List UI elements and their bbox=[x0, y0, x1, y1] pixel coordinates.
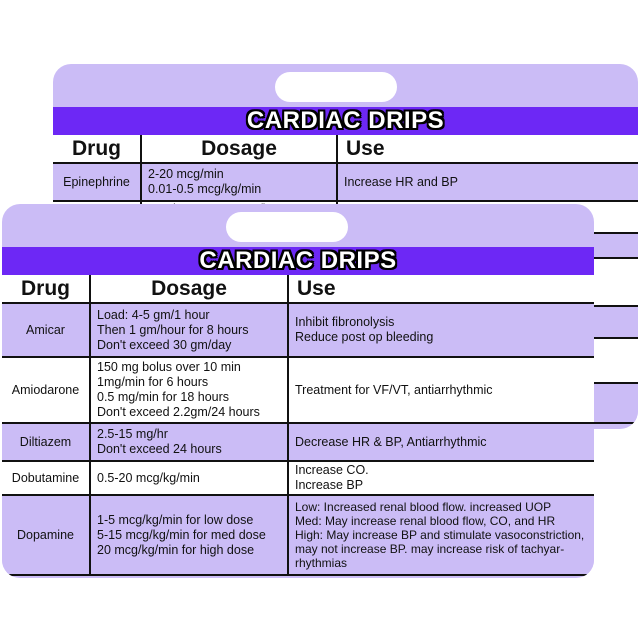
front-badge-card bbox=[2, 204, 594, 578]
card-title: CARDIAC DRIPS bbox=[199, 247, 397, 274]
drug-name: Diltiazem bbox=[2, 423, 90, 461]
use-line: may not increase BP. may increase risk of tachyar- bbox=[295, 542, 565, 556]
dosage-cell bbox=[90, 423, 288, 461]
dosage-line: 0.5-20 mcg/kg/min bbox=[97, 470, 200, 485]
use-line: High: May increase BP and stimulate vasoconstriction, bbox=[295, 528, 585, 542]
badge-slot-hole bbox=[275, 72, 397, 102]
header-use: Use bbox=[288, 275, 594, 303]
dosage-line: 150 mg bolus over 10 min bbox=[97, 360, 241, 374]
dosage-cell bbox=[90, 357, 288, 423]
use-line: Inhibit fibronolysis bbox=[295, 315, 395, 329]
drug-name: Epinephrine bbox=[53, 163, 141, 201]
use-line: Low: Increased renal blood flow. increased UOP bbox=[295, 500, 552, 514]
dosage-cell bbox=[90, 495, 288, 575]
drug-name: Dopamine bbox=[2, 495, 90, 575]
use-cell bbox=[288, 461, 594, 495]
use-line: Increase CO. bbox=[295, 463, 369, 477]
dosage-cell bbox=[90, 303, 288, 357]
drip-table bbox=[2, 275, 594, 576]
header-dosage: Dosage bbox=[90, 275, 288, 303]
use-cell bbox=[288, 357, 594, 423]
use-line: Decrease HR & BP, Antiarrhythmic bbox=[295, 434, 487, 449]
use-line: rhythmias bbox=[295, 556, 348, 570]
dosage-line: 2-20 mcg/min bbox=[148, 167, 224, 181]
dosage-cell bbox=[141, 163, 337, 201]
use-cell bbox=[288, 303, 594, 357]
table-row bbox=[2, 303, 594, 357]
card-title: CARDIAC DRIPS bbox=[246, 107, 445, 134]
use-line: Increase HR and BP bbox=[344, 174, 458, 189]
dosage-line: Don't exceed 24 hours bbox=[97, 442, 222, 456]
badge-slot-hole bbox=[226, 212, 348, 242]
dosage-line: Don't exceed 2.2gm/24 hours bbox=[97, 405, 260, 419]
table-row bbox=[2, 461, 594, 495]
header-dosage: Dosage bbox=[141, 135, 337, 163]
dosage-line: 20 mcg/kg/min for high dose bbox=[97, 542, 255, 557]
dosage-line: 5-15 mcg/kg/min for med dose bbox=[97, 527, 266, 542]
dosage-line: 1-5 mcg/kg/min for low dose bbox=[97, 512, 254, 527]
table-row bbox=[2, 495, 594, 575]
header-drug: Drug bbox=[2, 275, 90, 303]
use-line: Med: May increase renal blood flow, CO, and HR bbox=[295, 514, 556, 528]
header-drug: Drug bbox=[53, 135, 141, 163]
dosage-line: Load: 4-5 gm/1 hour bbox=[97, 307, 210, 322]
use-line: Treatment for VF/VT, antiarrhythmic bbox=[295, 382, 493, 397]
title-banner bbox=[2, 247, 594, 275]
dosage-cell bbox=[90, 461, 288, 495]
dosage-line: Then 1 gm/hour for 8 hours bbox=[97, 322, 249, 337]
dosage-line: Don't exceed 30 gm/day bbox=[97, 337, 232, 352]
table-row bbox=[53, 163, 638, 201]
dosage-line: 1mg/min for 6 hours bbox=[97, 375, 209, 389]
dosage-line: 0.01-0.5 mcg/kg/min bbox=[148, 182, 262, 196]
drug-name: Amicar bbox=[2, 303, 90, 357]
use-cell bbox=[337, 163, 638, 201]
use-cell bbox=[288, 495, 594, 575]
drug-name: Amiodarone bbox=[2, 357, 90, 423]
drug-name: Dobutamine bbox=[2, 461, 90, 495]
header-use: Use bbox=[337, 135, 638, 163]
use-line: Increase BP bbox=[295, 478, 364, 492]
table-row bbox=[2, 357, 594, 423]
use-line: Reduce post op bleeding bbox=[295, 330, 434, 344]
title-banner bbox=[53, 107, 638, 135]
table-row bbox=[2, 423, 594, 461]
dosage-line: 0.5 mg/min for 18 hours bbox=[97, 390, 230, 404]
dosage-line: 2.5-15 mg/hr bbox=[97, 427, 168, 441]
use-cell bbox=[288, 423, 594, 461]
